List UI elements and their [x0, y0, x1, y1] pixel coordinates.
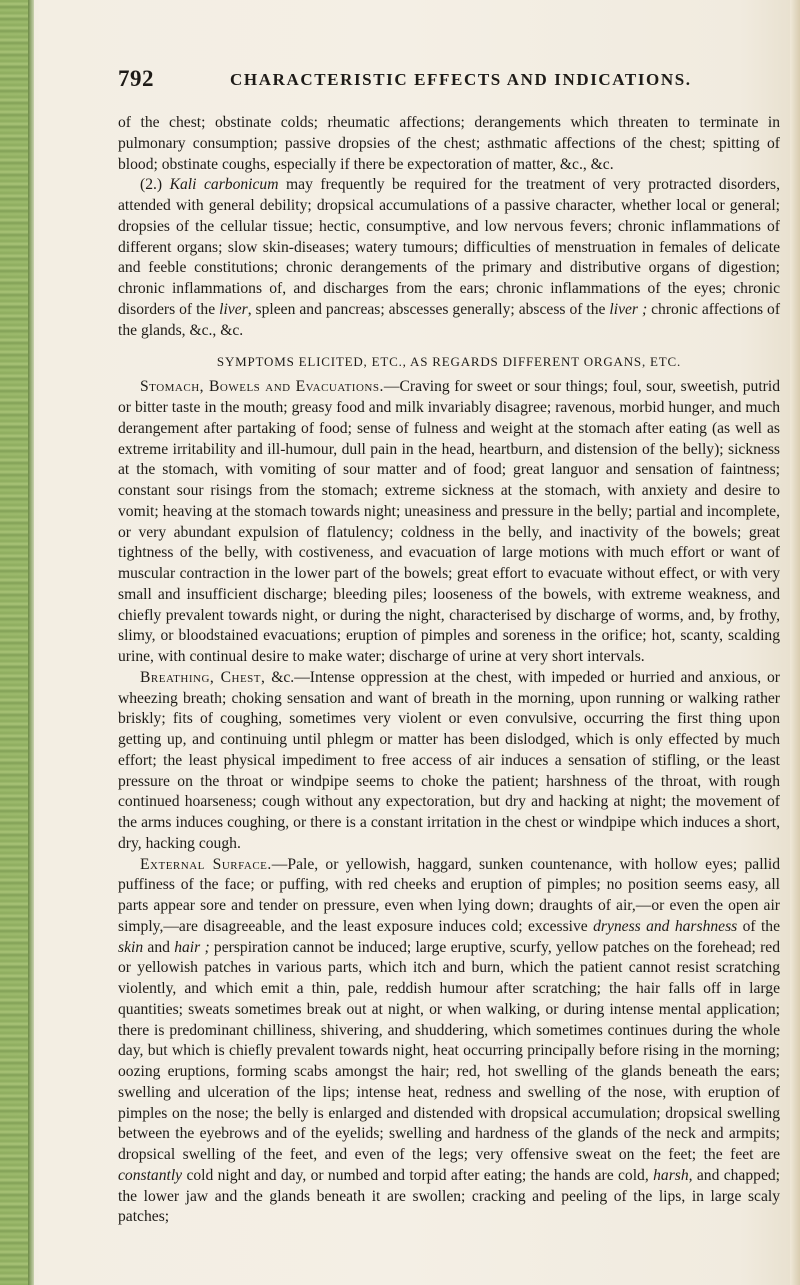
- subsection-heading: Stomach, Bowels and Evacuations.: [140, 378, 384, 396]
- paragraph-text: of the: [737, 917, 781, 935]
- running-title: CHARACTERISTIC EFFECTS AND INDICATIONS.: [230, 70, 692, 89]
- paragraph-breathing: [118, 668, 780, 855]
- subsection-heading: Breathing, Chest,: [140, 668, 266, 686]
- emphasis-text: liver: [219, 300, 248, 318]
- emphasis-text: dryness and harshness: [593, 917, 738, 935]
- emphasis-text: harsh,: [653, 1166, 693, 1184]
- binding-shadow: [28, 0, 34, 1285]
- paragraph-text: and chapped; the lower jaw and the glands beneath it are swollen; cracking and peeling of the lips, in large scaly patches;: [118, 1166, 780, 1226]
- emphasis-text: liver ;: [609, 300, 648, 318]
- page-edge: [790, 0, 800, 1285]
- paragraph-text: —Craving for sweet or sour things; foul, sour, sweetish, putrid or bitter taste in the mouth; greasy food and milk invariably disagree; ravenous, morbid hunger, and much derangement after partaking of food; sense of fulness and weight at the stomach after eating (as well as extreme irritability and ill-humour, dull pain in the head, heartburn, and distension of the belly); sickness at the stomach, with vomiting of sour matter and of food; great languor and sensation of faintness; constant sour risings from the stomach; extreme sickness at the stomach, with anxiety and desire to vomit; heaving at the stomach towards night; uneasiness and pressure in the belly; partial and incomplete, or very abundant expulsion of flatulency; coldness in the belly, and inactivity of the bowels; great tightness of the belly, with costiveness, and evacuation of large motions with much effort or want of muscular contraction in the lower part of the bowels; great effort to evacuate without effect, or with very small and insufficient discharge; bleeding piles; looseness of the bowels, with extreme weakness, and chiefly prevalent towards night, or during the night, characterised by discharge of worms, and, by frothy, slimy, or bloodstained evacuations; eruption of pimples and soreness in the orifice; hot, scanty, scalding urine, with continual desire to make water; discharge of urine at very short intervals.: [118, 378, 781, 665]
- paragraph-external-surface: [118, 855, 780, 1229]
- section-heading: SYMPTOMS ELICITED, ETC., AS REGARDS DIFFERENT ORGANS, ETC.: [216, 354, 682, 370]
- emphasis-text: constantly: [118, 1166, 183, 1184]
- page-header: [118, 66, 780, 96]
- paragraph-stomach: [118, 377, 780, 668]
- subsection-heading: External Surface.: [140, 855, 272, 873]
- paragraph-text: , spleen and pancreas; abscesses generally; abscess of the: [247, 300, 610, 318]
- paragraph-continuation: of the chest; obstinate colds; rheumatic affections; derangements which threaten to terminate in pulmonary consumption; passive dropsies of the chest; asthmatic affections of the chest; spitting of blood; obstinate coughs, especially if there be expectoration of matter, &c., &c.: [118, 114, 780, 173]
- page-number: 792: [118, 66, 154, 91]
- paragraph-text: cold night and day, or numbed and torpid after eating; the hands are cold,: [182, 1166, 654, 1184]
- paragraph-number: (2.): [140, 176, 170, 194]
- paragraph-text: may frequently be required for the treatment of very protracted disorders, attended with general debility; dropsical accumulations of a passive character, whether local or general; dropsies of the cellular tissue; hectic, consumptive, and low nervous fevers; chronic inflammations of different organs; slow skin-diseases; watery tumours; difficulties of menstruation in females of delicate and feeble constitutions; chronic derangements of the primary and distributive organs of digestion; chronic inflammations of, and discharges from the ears; chronic inflammations of the eyes; chronic disorders of the: [118, 176, 780, 318]
- paragraph-text: —Pale, or yellowish, haggard, sunken countenance, with hollow eyes; pallid puffiness of the face; or puffing, with red cheeks and eruption of pimples; no position seems easy, all parts appear sore and tender on pressure, even when lying down; draughts of air,—or even the open air simply,—are disagreeable, and the least exposure induces cold; excessive: [118, 855, 780, 935]
- paragraph-text: and: [143, 938, 175, 956]
- drug-name: Kali carbonicum: [169, 176, 279, 194]
- paragraph-text: chronic affections of the glands, &c., &c.: [118, 300, 781, 339]
- body-text: [118, 113, 780, 1228]
- emphasis-text: skin: [118, 938, 144, 956]
- binding-strip: [0, 0, 28, 1285]
- paragraph-text: perspiration cannot be induced; large eruptive, scurfy, yellow patches on the forehead; red or yellowish patches in various parts, which itch and burn, which the patient cannot resist scratching violently, and which emit a thin, pale, reddish humour after scratching; the hair falls off in large quantities; sweats sometimes break out at night, or when walking, or during intense mental application; there is predominant chilliness, shivering, and shuddering, which sometimes continues during the whole day, but which is chiefly prevalent towards night, heat occurring principally before rising in the morning; oozing eruptions, forming scabs amongst the hair; red, hot swelling of the glands beneath the ears; swelling and ulceration of the lips; intense heat, redness and swelling of the nose, with eruption of pimples on the nose; the belly is enlarged and distended with dropsical accumulation; dropsical swelling between the eyebrows and of the eyelids; swelling and hardness of the glands of the neck and armpits; dropsical swelling of the feet, and even of the legs; very offensive sweat on the feet; the feet are: [118, 938, 780, 1163]
- emphasis-text: hair ;: [174, 938, 210, 956]
- paragraph-kali-carbonicum: [118, 175, 780, 341]
- paragraph-text: &c.—Intense oppression at the chest, with impeded or hurried and anxious, or wheezing breath; choking sensation and want of breath in the morning, upon running or walking rather briskly; fits of coughing, sometimes very violent or even convulsive, occurring the first thing upon getting up, and continuing until phlegm or matter has been dislodged, which is only effected by much effort; the least physical impediment to free access of air induces a sensation of stifling, or the least pressure on the throat or windpipe seems to choke the patient; harshness of the throat, with rough continued hoarseness; cough without any expectoration, but dry and hacking at night; the movement of the arms induces coughing, or there is a constant irritation in the chest or windpipe which induces a short, dry, hacking cough.: [118, 668, 780, 852]
